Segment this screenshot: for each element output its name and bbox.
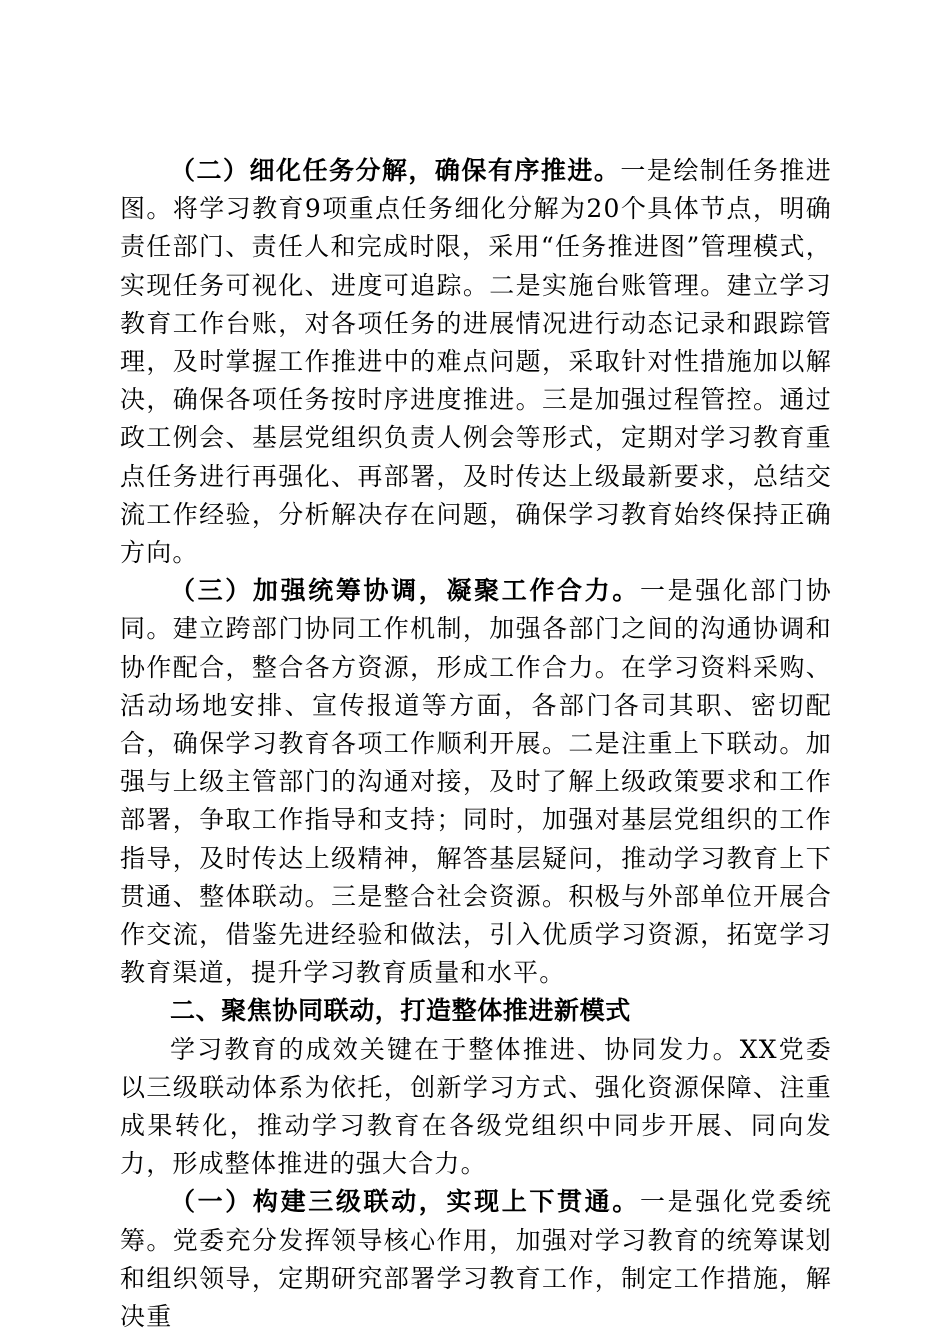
section-intro: 学习教育的成效关键在于整体推进、协同发力。XX党委以三级联动体系为依托，创新学习方式、强化资源保障、注重成果转化，推动学习教育在各级党组织中同步开展、同向发力，形成整体推进的强大合力。 [120,1034,832,1179]
paragraph-lead: （二）细化任务分解，确保有序推进。 [170,156,621,185]
paragraph-body: 一是绘制任务推进图。将学习教育9项重点任务细化分解为20个具体节点，明确责任部门、责任人和完成时限，采用“任务推进图”管理模式，实现任务可视化、进度可追踪。二是实施台账管理。建立学习教育工作台账，对各项任务的进展情况进行动态记录和跟踪管理，及时掌握工作推进中的难点问题，采取针对性措施加以解决，确保各项任务按时序进度推进。三是加强过程管控。通过政工例会、基层党组织负责人例会等形式，定期对学习教育重点任务进行再强化、再部署，及时传达上级最新要求，总结交流工作经验，分析解决存在问题，确保学习教育始终保持正确方向。 [120,156,832,568]
paragraph-body: 一是强化党委统筹。党委充分发挥领导核心作用，加强对学习教育的统筹谋划和组织领导，定期研究部署学习教育工作，制定工作措施，解决重 [120,1187,832,1332]
section-heading: 二、聚焦协同联动，打造整体推进新模式 [170,996,631,1026]
document-page [120,152,832,1336]
paragraph-three-level-linkage [120,1183,832,1336]
paragraph-task-breakdown [120,152,832,572]
paragraph-lead: （三）加强统筹协调，凝聚工作合力。 [170,576,640,606]
paragraph-coordination [120,572,832,992]
paragraph-body: 一是强化部门协同。建立跨部门协同工作机制，加强各部门之间的沟通协调和协作配合，整合各方资源，形成工作合力。在学习资料采购、活动场地安排、宣传报道等方面，各部门各司其职、密切配合，确保学习教育各项工作顺利开展。二是注重上下联动。加强与上级主管部门的沟通对接，及时了解上级政策要求和工作部署，争取工作指导和支持；同时，加强对基层党组织的工作指导，及时传达上级精神，解答基层疑问，推动学习教育上下贯通、整体联动。三是整合社会资源。积极与外部单位开展合作交流，借鉴先进经验和做法，引入优质学习资源，拓宽学习教育渠道，提升学习教育质量和水平。 [120,576,832,988]
paragraph-lead: （一）构建三级联动，实现上下贯通。 [170,1187,640,1217]
